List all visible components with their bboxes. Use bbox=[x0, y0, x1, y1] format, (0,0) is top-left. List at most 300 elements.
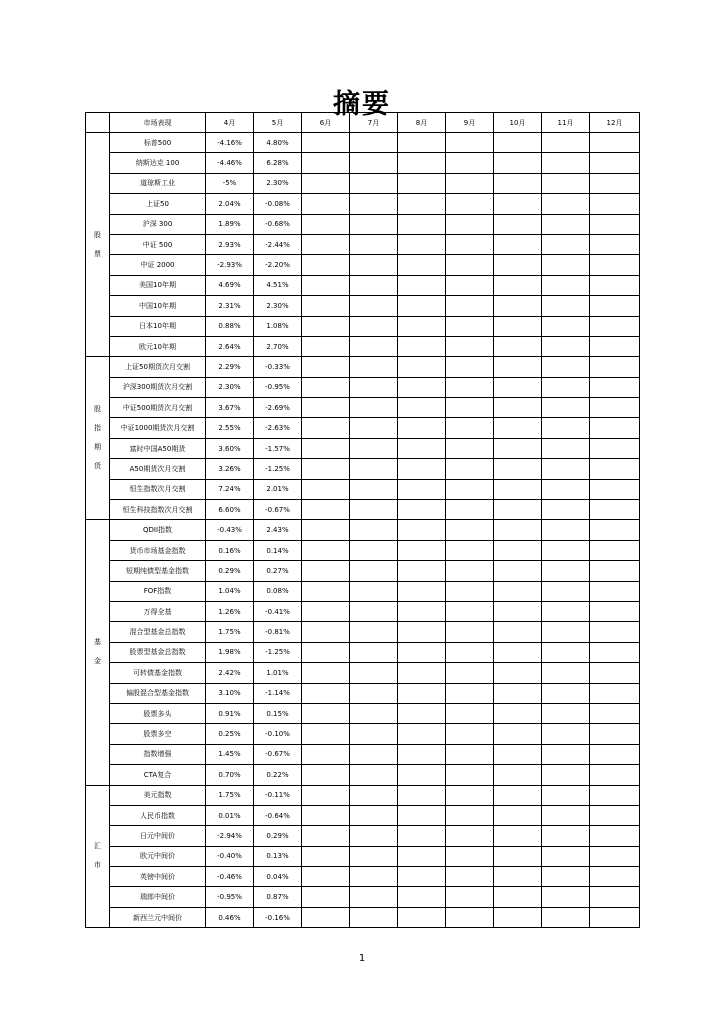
market-name-cell: FOF指数 bbox=[110, 581, 206, 601]
table-row bbox=[86, 907, 640, 927]
empty-month-cell bbox=[446, 642, 494, 662]
empty-month-cell bbox=[446, 683, 494, 703]
empty-month-cell bbox=[590, 683, 640, 703]
may-value-cell: 0.04% bbox=[254, 867, 302, 887]
empty-month-cell bbox=[350, 500, 398, 520]
empty-month-cell bbox=[590, 867, 640, 887]
empty-month-cell bbox=[398, 867, 446, 887]
apr-value-cell: 2.42% bbox=[206, 663, 254, 683]
empty-month-cell bbox=[542, 581, 590, 601]
empty-month-cell bbox=[446, 275, 494, 295]
empty-month-cell bbox=[446, 479, 494, 499]
empty-month-cell bbox=[590, 703, 640, 723]
empty-month-cell bbox=[350, 377, 398, 397]
empty-month-cell bbox=[446, 153, 494, 173]
apr-value-cell: 2.04% bbox=[206, 194, 254, 214]
empty-month-cell bbox=[398, 561, 446, 581]
table-row bbox=[86, 316, 640, 336]
empty-month-cell bbox=[494, 887, 542, 907]
table-row bbox=[86, 622, 640, 642]
empty-month-cell bbox=[494, 907, 542, 927]
table-row bbox=[86, 744, 640, 764]
empty-month-cell bbox=[446, 867, 494, 887]
empty-month-cell bbox=[542, 500, 590, 520]
empty-month-cell bbox=[446, 601, 494, 621]
table-row bbox=[86, 724, 640, 744]
empty-month-cell bbox=[350, 907, 398, 927]
page-title: 摘要 bbox=[333, 89, 391, 120]
empty-month-cell bbox=[398, 846, 446, 866]
apr-value-cell: 2.64% bbox=[206, 336, 254, 356]
table-row bbox=[86, 336, 640, 356]
table-row bbox=[86, 153, 640, 173]
empty-month-cell bbox=[350, 133, 398, 153]
apr-value-cell: 1.75% bbox=[206, 622, 254, 642]
table-row bbox=[86, 642, 640, 662]
empty-month-cell bbox=[398, 520, 446, 540]
apr-value-cell: 0.25% bbox=[206, 724, 254, 744]
empty-month-cell bbox=[590, 805, 640, 825]
empty-month-cell bbox=[302, 540, 350, 560]
header-month: 4月 bbox=[206, 113, 254, 133]
empty-month-cell bbox=[542, 867, 590, 887]
empty-month-cell bbox=[350, 703, 398, 723]
empty-month-cell bbox=[302, 377, 350, 397]
market-name-cell: A50期货次月交割 bbox=[110, 459, 206, 479]
empty-month-cell bbox=[494, 622, 542, 642]
empty-month-cell bbox=[302, 398, 350, 418]
empty-month-cell bbox=[590, 907, 640, 927]
market-name-cell: 恒生指数次月交割 bbox=[110, 479, 206, 499]
empty-month-cell bbox=[446, 887, 494, 907]
empty-month-cell bbox=[542, 377, 590, 397]
header-month: 12月 bbox=[590, 113, 640, 133]
table-row bbox=[86, 540, 640, 560]
may-value-cell: -0.67% bbox=[254, 500, 302, 520]
empty-month-cell bbox=[446, 561, 494, 581]
empty-month-cell bbox=[590, 826, 640, 846]
empty-month-cell bbox=[398, 805, 446, 825]
empty-month-cell bbox=[542, 846, 590, 866]
may-value-cell: 4.51% bbox=[254, 275, 302, 295]
empty-month-cell bbox=[302, 479, 350, 499]
apr-value-cell: -4.46% bbox=[206, 153, 254, 173]
may-value-cell: 2.30% bbox=[254, 173, 302, 193]
empty-month-cell bbox=[350, 561, 398, 581]
may-value-cell: 0.87% bbox=[254, 887, 302, 907]
empty-month-cell bbox=[350, 601, 398, 621]
category-char: 基 bbox=[94, 638, 101, 647]
empty-month-cell bbox=[446, 765, 494, 785]
empty-month-cell bbox=[350, 663, 398, 683]
apr-value-cell: 2.29% bbox=[206, 357, 254, 377]
may-value-cell: 0.13% bbox=[254, 846, 302, 866]
empty-month-cell bbox=[494, 601, 542, 621]
apr-value-cell: -5% bbox=[206, 173, 254, 193]
empty-month-cell bbox=[446, 357, 494, 377]
category-cell bbox=[86, 520, 110, 785]
empty-month-cell bbox=[302, 194, 350, 214]
empty-month-cell bbox=[302, 234, 350, 254]
may-value-cell: -0.68% bbox=[254, 214, 302, 234]
market-name-cell: 美国10年期 bbox=[110, 275, 206, 295]
empty-month-cell bbox=[542, 520, 590, 540]
market-name-cell: 美元指数 bbox=[110, 785, 206, 805]
header-month: 8月 bbox=[398, 113, 446, 133]
empty-month-cell bbox=[494, 377, 542, 397]
market-name-cell: 股票多头 bbox=[110, 703, 206, 723]
apr-value-cell: 0.29% bbox=[206, 561, 254, 581]
empty-month-cell bbox=[398, 296, 446, 316]
empty-month-cell bbox=[446, 418, 494, 438]
apr-value-cell: 1.04% bbox=[206, 581, 254, 601]
empty-month-cell bbox=[350, 234, 398, 254]
empty-month-cell bbox=[590, 642, 640, 662]
empty-month-cell bbox=[542, 540, 590, 560]
empty-month-cell bbox=[302, 459, 350, 479]
empty-month-cell bbox=[398, 153, 446, 173]
empty-month-cell bbox=[590, 255, 640, 275]
empty-month-cell bbox=[398, 479, 446, 499]
market-name-cell: 可转债基金指数 bbox=[110, 663, 206, 683]
empty-month-cell bbox=[590, 765, 640, 785]
empty-month-cell bbox=[350, 173, 398, 193]
empty-month-cell bbox=[398, 785, 446, 805]
empty-month-cell bbox=[542, 255, 590, 275]
market-name-cell: 欧元中间价 bbox=[110, 846, 206, 866]
table-row bbox=[86, 194, 640, 214]
empty-month-cell bbox=[302, 907, 350, 927]
empty-month-cell bbox=[542, 194, 590, 214]
category-char: 汇 bbox=[94, 842, 101, 851]
category-char: 票 bbox=[94, 249, 101, 258]
empty-month-cell bbox=[542, 683, 590, 703]
may-value-cell: -1.57% bbox=[254, 438, 302, 458]
may-value-cell: -0.33% bbox=[254, 357, 302, 377]
empty-month-cell bbox=[398, 438, 446, 458]
market-name-cell: 日本10年期 bbox=[110, 316, 206, 336]
empty-month-cell bbox=[590, 336, 640, 356]
empty-month-cell bbox=[590, 744, 640, 764]
empty-month-cell bbox=[590, 194, 640, 214]
empty-month-cell bbox=[542, 826, 590, 846]
empty-month-cell bbox=[302, 133, 350, 153]
empty-month-cell bbox=[398, 907, 446, 927]
empty-month-cell bbox=[302, 887, 350, 907]
market-name-cell: 沪深300期货次月交割 bbox=[110, 377, 206, 397]
empty-month-cell bbox=[542, 601, 590, 621]
empty-month-cell bbox=[542, 275, 590, 295]
apr-value-cell: 0.91% bbox=[206, 703, 254, 723]
market-name-cell: 混合型基金总指数 bbox=[110, 622, 206, 642]
empty-month-cell bbox=[350, 887, 398, 907]
empty-month-cell bbox=[350, 438, 398, 458]
table-row bbox=[86, 581, 640, 601]
empty-month-cell bbox=[494, 255, 542, 275]
market-name-cell: CTA复合 bbox=[110, 765, 206, 785]
empty-month-cell bbox=[398, 133, 446, 153]
empty-month-cell bbox=[302, 581, 350, 601]
empty-month-cell bbox=[590, 561, 640, 581]
empty-month-cell bbox=[494, 336, 542, 356]
market-name-cell: 道琼斯工业 bbox=[110, 173, 206, 193]
apr-value-cell: 1.26% bbox=[206, 601, 254, 621]
empty-month-cell bbox=[446, 540, 494, 560]
table-row bbox=[86, 438, 640, 458]
apr-value-cell: 1.75% bbox=[206, 785, 254, 805]
header-month: 11月 bbox=[542, 113, 590, 133]
apr-value-cell: -0.43% bbox=[206, 520, 254, 540]
table-row bbox=[86, 765, 640, 785]
empty-month-cell bbox=[398, 418, 446, 438]
empty-month-cell bbox=[542, 724, 590, 744]
apr-value-cell: 0.88% bbox=[206, 316, 254, 336]
empty-month-cell bbox=[590, 357, 640, 377]
table-row bbox=[86, 703, 640, 723]
market-name-cell: QDII指数 bbox=[110, 520, 206, 540]
empty-month-cell bbox=[398, 336, 446, 356]
may-value-cell: -2.69% bbox=[254, 398, 302, 418]
empty-month-cell bbox=[350, 418, 398, 438]
table-row bbox=[86, 887, 640, 907]
empty-month-cell bbox=[350, 540, 398, 560]
market-name-cell: 上证50期货次月交割 bbox=[110, 357, 206, 377]
empty-month-cell bbox=[446, 255, 494, 275]
may-value-cell: -0.16% bbox=[254, 907, 302, 927]
empty-month-cell bbox=[302, 255, 350, 275]
may-value-cell: 0.08% bbox=[254, 581, 302, 601]
empty-month-cell bbox=[446, 133, 494, 153]
empty-month-cell bbox=[398, 581, 446, 601]
market-name-cell: 英镑中间价 bbox=[110, 867, 206, 887]
empty-month-cell bbox=[350, 214, 398, 234]
empty-month-cell bbox=[542, 887, 590, 907]
empty-month-cell bbox=[398, 459, 446, 479]
empty-month-cell bbox=[446, 663, 494, 683]
category-char: 货 bbox=[94, 462, 101, 471]
header-month: 9月 bbox=[446, 113, 494, 133]
empty-month-cell bbox=[302, 153, 350, 173]
empty-month-cell bbox=[542, 744, 590, 764]
empty-month-cell bbox=[590, 601, 640, 621]
market-name-cell: 欧元10年期 bbox=[110, 336, 206, 356]
empty-month-cell bbox=[302, 663, 350, 683]
header-month: 10月 bbox=[494, 113, 542, 133]
apr-value-cell: 6.60% bbox=[206, 500, 254, 520]
table-row bbox=[86, 418, 640, 438]
empty-month-cell bbox=[590, 724, 640, 744]
category-cell bbox=[86, 133, 110, 357]
table-row bbox=[86, 479, 640, 499]
empty-month-cell bbox=[446, 520, 494, 540]
empty-month-cell bbox=[590, 479, 640, 499]
empty-month-cell bbox=[542, 153, 590, 173]
table-row bbox=[86, 663, 640, 683]
empty-month-cell bbox=[302, 214, 350, 234]
category-char: 金 bbox=[94, 657, 101, 666]
empty-month-cell bbox=[542, 642, 590, 662]
empty-month-cell bbox=[350, 275, 398, 295]
empty-month-cell bbox=[350, 622, 398, 642]
may-value-cell: 4.80% bbox=[254, 133, 302, 153]
empty-month-cell bbox=[350, 520, 398, 540]
empty-month-cell bbox=[350, 153, 398, 173]
table-row bbox=[86, 520, 640, 540]
may-value-cell: -0.81% bbox=[254, 622, 302, 642]
table-row bbox=[86, 133, 640, 153]
apr-value-cell: 0.16% bbox=[206, 540, 254, 560]
empty-month-cell bbox=[542, 296, 590, 316]
empty-month-cell bbox=[350, 724, 398, 744]
may-value-cell: -2.44% bbox=[254, 234, 302, 254]
empty-month-cell bbox=[494, 744, 542, 764]
empty-month-cell bbox=[302, 316, 350, 336]
empty-month-cell bbox=[542, 805, 590, 825]
empty-month-cell bbox=[350, 479, 398, 499]
table-row bbox=[86, 805, 640, 825]
market-name-cell: 沪深 300 bbox=[110, 214, 206, 234]
empty-month-cell bbox=[302, 601, 350, 621]
table-row bbox=[86, 255, 640, 275]
empty-month-cell bbox=[398, 663, 446, 683]
empty-month-cell bbox=[302, 826, 350, 846]
empty-month-cell bbox=[542, 418, 590, 438]
empty-month-cell bbox=[446, 377, 494, 397]
empty-month-cell bbox=[590, 418, 640, 438]
may-value-cell: -2.63% bbox=[254, 418, 302, 438]
empty-month-cell bbox=[494, 296, 542, 316]
empty-month-cell bbox=[542, 765, 590, 785]
empty-month-cell bbox=[446, 296, 494, 316]
empty-month-cell bbox=[398, 357, 446, 377]
empty-month-cell bbox=[446, 581, 494, 601]
empty-month-cell bbox=[494, 133, 542, 153]
apr-value-cell: 0.70% bbox=[206, 765, 254, 785]
empty-month-cell bbox=[494, 173, 542, 193]
empty-month-cell bbox=[542, 214, 590, 234]
empty-month-cell bbox=[590, 459, 640, 479]
may-value-cell: -0.95% bbox=[254, 377, 302, 397]
empty-month-cell bbox=[590, 214, 640, 234]
empty-month-cell bbox=[590, 581, 640, 601]
empty-month-cell bbox=[302, 642, 350, 662]
empty-month-cell bbox=[350, 826, 398, 846]
empty-month-cell bbox=[542, 479, 590, 499]
empty-month-cell bbox=[398, 622, 446, 642]
apr-value-cell: 3.10% bbox=[206, 683, 254, 703]
empty-month-cell bbox=[446, 500, 494, 520]
empty-month-cell bbox=[398, 500, 446, 520]
table-row bbox=[86, 601, 640, 621]
may-value-cell: -0.10% bbox=[254, 724, 302, 744]
empty-month-cell bbox=[446, 438, 494, 458]
table-row bbox=[86, 846, 640, 866]
empty-month-cell bbox=[302, 785, 350, 805]
table-row bbox=[86, 275, 640, 295]
table-row bbox=[86, 173, 640, 193]
apr-value-cell: 3.67% bbox=[206, 398, 254, 418]
table-row bbox=[86, 377, 640, 397]
market-name-cell: 日元中间价 bbox=[110, 826, 206, 846]
table-row bbox=[86, 296, 640, 316]
apr-value-cell: 2.55% bbox=[206, 418, 254, 438]
market-name-cell: 指数增强 bbox=[110, 744, 206, 764]
empty-month-cell bbox=[302, 418, 350, 438]
empty-month-cell bbox=[302, 357, 350, 377]
empty-month-cell bbox=[590, 133, 640, 153]
empty-month-cell bbox=[590, 377, 640, 397]
empty-month-cell bbox=[542, 133, 590, 153]
empty-month-cell bbox=[494, 765, 542, 785]
apr-value-cell: -4.16% bbox=[206, 133, 254, 153]
empty-month-cell bbox=[494, 867, 542, 887]
header-month: 7月 bbox=[350, 113, 398, 133]
empty-month-cell bbox=[590, 296, 640, 316]
empty-month-cell bbox=[446, 622, 494, 642]
may-value-cell: 0.29% bbox=[254, 826, 302, 846]
empty-month-cell bbox=[494, 540, 542, 560]
empty-month-cell bbox=[302, 336, 350, 356]
empty-month-cell bbox=[494, 805, 542, 825]
may-value-cell: -1.25% bbox=[254, 459, 302, 479]
empty-month-cell bbox=[398, 275, 446, 295]
empty-month-cell bbox=[446, 194, 494, 214]
summary-table bbox=[85, 112, 640, 928]
table-row bbox=[86, 398, 640, 418]
empty-month-cell bbox=[350, 316, 398, 336]
empty-month-cell bbox=[494, 459, 542, 479]
empty-month-cell bbox=[494, 275, 542, 295]
empty-month-cell bbox=[542, 622, 590, 642]
header-category bbox=[86, 113, 110, 133]
may-value-cell: 0.15% bbox=[254, 703, 302, 723]
empty-month-cell bbox=[542, 234, 590, 254]
empty-month-cell bbox=[446, 234, 494, 254]
empty-month-cell bbox=[398, 642, 446, 662]
empty-month-cell bbox=[590, 846, 640, 866]
empty-month-cell bbox=[590, 622, 640, 642]
empty-month-cell bbox=[398, 887, 446, 907]
empty-month-cell bbox=[494, 683, 542, 703]
may-value-cell: -0.67% bbox=[254, 744, 302, 764]
empty-month-cell bbox=[446, 214, 494, 234]
market-name-cell: 偏股混合型基金指数 bbox=[110, 683, 206, 703]
empty-month-cell bbox=[542, 785, 590, 805]
empty-month-cell bbox=[494, 214, 542, 234]
category-cell bbox=[86, 357, 110, 520]
market-name-cell: 股票多空 bbox=[110, 724, 206, 744]
empty-month-cell bbox=[542, 336, 590, 356]
market-name-cell: 中证500期货次月交割 bbox=[110, 398, 206, 418]
category-char: 期 bbox=[94, 443, 101, 452]
empty-month-cell bbox=[494, 724, 542, 744]
empty-month-cell bbox=[494, 398, 542, 418]
empty-month-cell bbox=[350, 846, 398, 866]
empty-month-cell bbox=[302, 703, 350, 723]
empty-month-cell bbox=[446, 846, 494, 866]
header-month: 5月 bbox=[254, 113, 302, 133]
apr-value-cell: -0.46% bbox=[206, 867, 254, 887]
empty-month-cell bbox=[446, 316, 494, 336]
table-row bbox=[86, 214, 640, 234]
empty-month-cell bbox=[494, 581, 542, 601]
empty-month-cell bbox=[350, 867, 398, 887]
empty-month-cell bbox=[542, 357, 590, 377]
market-name-cell: 短期纯债型基金指数 bbox=[110, 561, 206, 581]
empty-month-cell bbox=[542, 459, 590, 479]
market-name-cell: 万得全基 bbox=[110, 601, 206, 621]
apr-value-cell: 2.30% bbox=[206, 377, 254, 397]
